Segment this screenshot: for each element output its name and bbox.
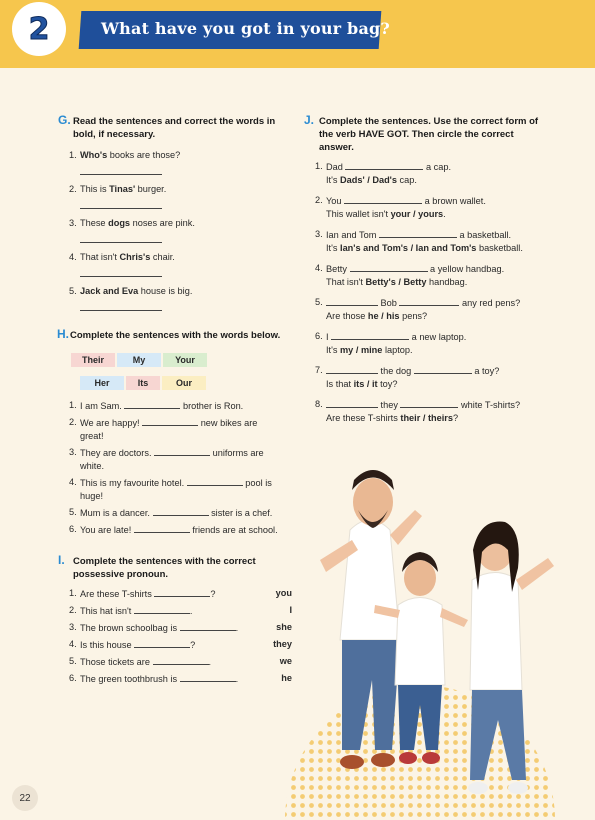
exercise-j-item: 1. Dad a cap. It's Dads' / Dad's cap. bbox=[315, 161, 452, 185]
exercise-g-letter: G. bbox=[58, 113, 71, 127]
answer-blank[interactable] bbox=[345, 160, 423, 170]
exercise-g-item: 1. Who's books are those? bbox=[69, 149, 298, 175]
pronoun-cue: she bbox=[276, 622, 292, 632]
answer-line[interactable] bbox=[80, 198, 162, 209]
torn-paper-edge bbox=[0, 58, 595, 72]
answer-line[interactable] bbox=[80, 164, 162, 175]
answer-choice[interactable]: my / mine bbox=[340, 345, 383, 355]
answer-choice[interactable]: its / it bbox=[353, 379, 378, 389]
answer-blank[interactable] bbox=[124, 399, 180, 409]
answer-line[interactable] bbox=[80, 266, 162, 277]
answer-blank[interactable] bbox=[326, 296, 378, 306]
exercise-h-instruction: H. Complete the sentences with the words below. bbox=[57, 327, 281, 341]
unit-number: 2 bbox=[19, 9, 59, 49]
word-my: My bbox=[117, 353, 161, 367]
answer-blank[interactable] bbox=[399, 296, 459, 306]
exercise-g-item: 5. Jack and Eva house is big. bbox=[69, 285, 298, 311]
exercise-j-item: 8. they white T-shirts? Are these T-shirts their / theirs? bbox=[315, 399, 521, 423]
page-title: What have you got in your bag? bbox=[101, 19, 390, 38]
answer-choice[interactable]: their / theirs bbox=[400, 413, 453, 423]
exercise-j-item: 3. Ian and Tom a basketball. It's Ian's and Tom's / Ian and Tom's basketball. bbox=[315, 229, 523, 253]
word-its: Its bbox=[126, 376, 160, 390]
left-column bbox=[58, 115, 298, 686]
exercise-h-item: 6. You are late! friends are at school. bbox=[69, 524, 278, 535]
exercise-i-item: 1. Are these T-shirts ? you bbox=[69, 588, 292, 599]
answer-blank[interactable] bbox=[326, 398, 378, 408]
pronoun-cue: you bbox=[275, 588, 292, 598]
exercise-j-item: 4. Betty a yellow handbag. That isn't Betty's / Betty handbag. bbox=[315, 263, 505, 287]
woman-figure bbox=[468, 522, 554, 794]
answer-choice[interactable]: Betty's / Betty bbox=[365, 277, 427, 287]
answer-blank[interactable] bbox=[344, 194, 422, 204]
exercise-j-item: 2. You a brown wallet. This wallet isn't your / yours. bbox=[315, 195, 486, 219]
page-number: 22 bbox=[12, 785, 38, 811]
answer-blank[interactable] bbox=[154, 446, 210, 456]
word-bank-row bbox=[80, 373, 298, 391]
exercise-j-item: 5. Bob any red pens? Are those he / his pens? bbox=[315, 297, 521, 321]
word-bank-row bbox=[71, 350, 298, 368]
exercise-h-item: 5. Mum is a dancer. sister is a chef. bbox=[69, 507, 273, 518]
exercise-i-item: 5. Those tickets are . we bbox=[69, 656, 292, 667]
pronoun-cue: we bbox=[279, 656, 292, 666]
exercise-h-item: 4. This is my favourite hotel. pool is huge! bbox=[69, 477, 272, 501]
answer-blank[interactable] bbox=[414, 364, 472, 374]
answer-choice[interactable]: Ian's and Tom's / Ian and Tom's bbox=[340, 243, 477, 253]
answer-blank[interactable] bbox=[379, 228, 457, 238]
answer-blank[interactable] bbox=[134, 604, 190, 614]
family-photo bbox=[280, 450, 580, 820]
answer-line[interactable] bbox=[80, 232, 162, 243]
exercise-i-instruction: I. Complete the sentences with the correct possessive pronoun. bbox=[58, 553, 256, 580]
exercise-j-instruction: J. Complete the sentences. Use the correct form of the verb HAVE GOT. Then circle the correct answer. bbox=[304, 113, 539, 153]
right-column bbox=[304, 115, 549, 425]
unit-badge bbox=[12, 2, 66, 56]
exercise-h-item: 1. I am Sam. brother is Ron. bbox=[69, 400, 244, 411]
exercise-g-item: 3. These dogs noses are pink. bbox=[69, 217, 298, 243]
exercise-i-item: 3. The brown schoolbag is . she bbox=[69, 622, 292, 633]
pronoun-cue: they bbox=[273, 639, 292, 649]
answer-blank[interactable] bbox=[142, 416, 198, 426]
answer-blank[interactable] bbox=[153, 506, 209, 516]
exercise-h-letter: H. bbox=[57, 327, 69, 341]
exercise-i-item: 6. The green toothbrush is . he bbox=[69, 673, 292, 684]
exercise-i-item: 2. This hat isn't . I bbox=[69, 605, 292, 616]
exercise-g-instruction: G. Read the sentences and correct the words in bold, if necessary. bbox=[58, 113, 276, 140]
answer-blank[interactable] bbox=[134, 523, 190, 533]
answer-blank[interactable] bbox=[134, 638, 190, 648]
exercise-h-item: 3. They are doctors. uniforms are white. bbox=[69, 447, 264, 471]
exercise-h-item: 2. We are happy! new bikes are great! bbox=[69, 417, 258, 441]
answer-blank[interactable] bbox=[400, 398, 458, 408]
word-their: Their bbox=[71, 353, 115, 367]
answer-blank[interactable] bbox=[350, 262, 428, 272]
pronoun-cue: he bbox=[281, 673, 292, 683]
answer-blank[interactable] bbox=[326, 364, 378, 374]
answer-blank[interactable] bbox=[180, 621, 236, 631]
answer-choice[interactable]: your / yours bbox=[390, 209, 444, 219]
exercise-j-item: 7. the dog a toy? Is that its / it toy? bbox=[315, 365, 500, 389]
answer-line[interactable] bbox=[80, 300, 162, 311]
exercise-i-letter: I. bbox=[58, 553, 65, 567]
exercise-g-item: 2. This is Tinas' burger. bbox=[69, 183, 298, 209]
exercise-j-letter: J. bbox=[304, 113, 315, 127]
word-your: Your bbox=[163, 353, 207, 367]
pronoun-cue: I bbox=[289, 605, 292, 615]
exercise-j-item: 6. I a new laptop. It's my / mine laptop. bbox=[315, 331, 467, 355]
exercise-g-item: 4. That isn't Chris's chair. bbox=[69, 251, 298, 277]
answer-blank[interactable] bbox=[187, 476, 243, 486]
answer-blank[interactable] bbox=[154, 587, 210, 597]
answer-blank[interactable] bbox=[180, 672, 236, 682]
answer-choice[interactable]: Dads' / Dad's bbox=[340, 175, 397, 185]
word-our: Our bbox=[162, 376, 206, 390]
word-her: Her bbox=[80, 376, 124, 390]
answer-blank[interactable] bbox=[153, 655, 209, 665]
answer-choice[interactable]: he / his bbox=[367, 311, 400, 321]
answer-blank[interactable] bbox=[331, 330, 409, 340]
exercise-i-item: 4. Is this house ? they bbox=[69, 639, 292, 650]
